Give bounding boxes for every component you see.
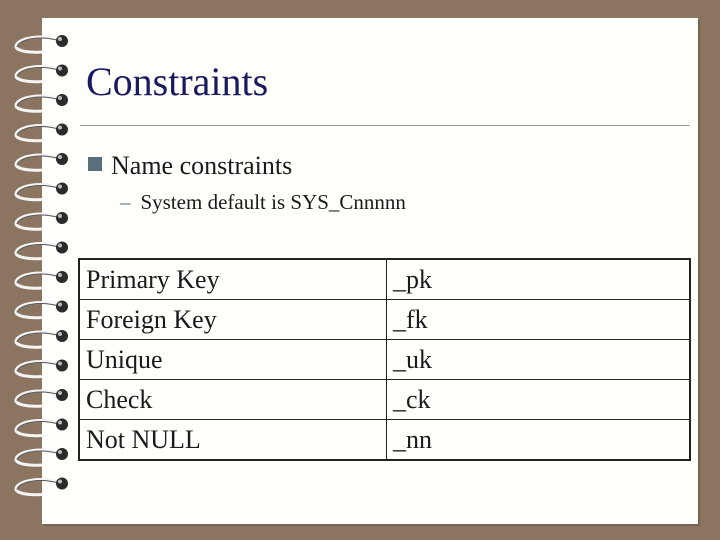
bullet-text: Name constraints (111, 151, 293, 180)
constraint-name: Check (79, 380, 387, 420)
bullet-item (88, 151, 292, 181)
constraint-suffix: _uk (387, 340, 691, 380)
constraint-suffix: _fk (387, 300, 691, 340)
slide-title: Constraints (86, 59, 269, 104)
spiral-ring-icon (16, 419, 68, 436)
constraint-name: Foreign Key (79, 300, 387, 340)
constraint-suffix: _ck (387, 380, 691, 420)
spiral-ring-icon (16, 212, 68, 229)
sub-bullet-text: System default is SYS_Cnnnnn (140, 190, 406, 214)
constraint-suffix: _pk (387, 259, 691, 300)
spiral-ring-icon (16, 271, 68, 288)
spiral-ring-icon (16, 65, 68, 82)
spiral-ring-icon (16, 183, 68, 200)
spiral-ring-icon (16, 153, 68, 170)
dash-bullet-icon: – (120, 190, 131, 214)
constraint-suffix: _nn (387, 420, 691, 461)
constraint-name: Unique (79, 340, 387, 380)
title-divider (80, 125, 690, 126)
constraint-table (78, 258, 691, 461)
square-bullet-icon (88, 157, 102, 171)
spiral-ring-icon (16, 242, 68, 259)
spiral-ring-icon (16, 94, 68, 111)
table-row (79, 420, 690, 461)
spiral-ring-icon (16, 478, 68, 495)
spiral-ring-icon (16, 448, 68, 465)
spiral-ring-icon (16, 389, 68, 406)
table-row (79, 300, 690, 340)
table-row (79, 259, 690, 300)
constraint-name: Primary Key (79, 259, 387, 300)
table-row (79, 340, 690, 380)
constraint-name: Not NULL (79, 420, 387, 461)
spiral-ring-icon (16, 301, 68, 318)
spiral-binding (0, 0, 80, 540)
spiral-ring-icon (16, 124, 68, 141)
spiral-ring-icon (16, 330, 68, 347)
table-row (79, 380, 690, 420)
sub-bullet-item (120, 190, 406, 215)
spiral-ring-icon (16, 35, 68, 52)
spiral-ring-icon (16, 360, 68, 377)
